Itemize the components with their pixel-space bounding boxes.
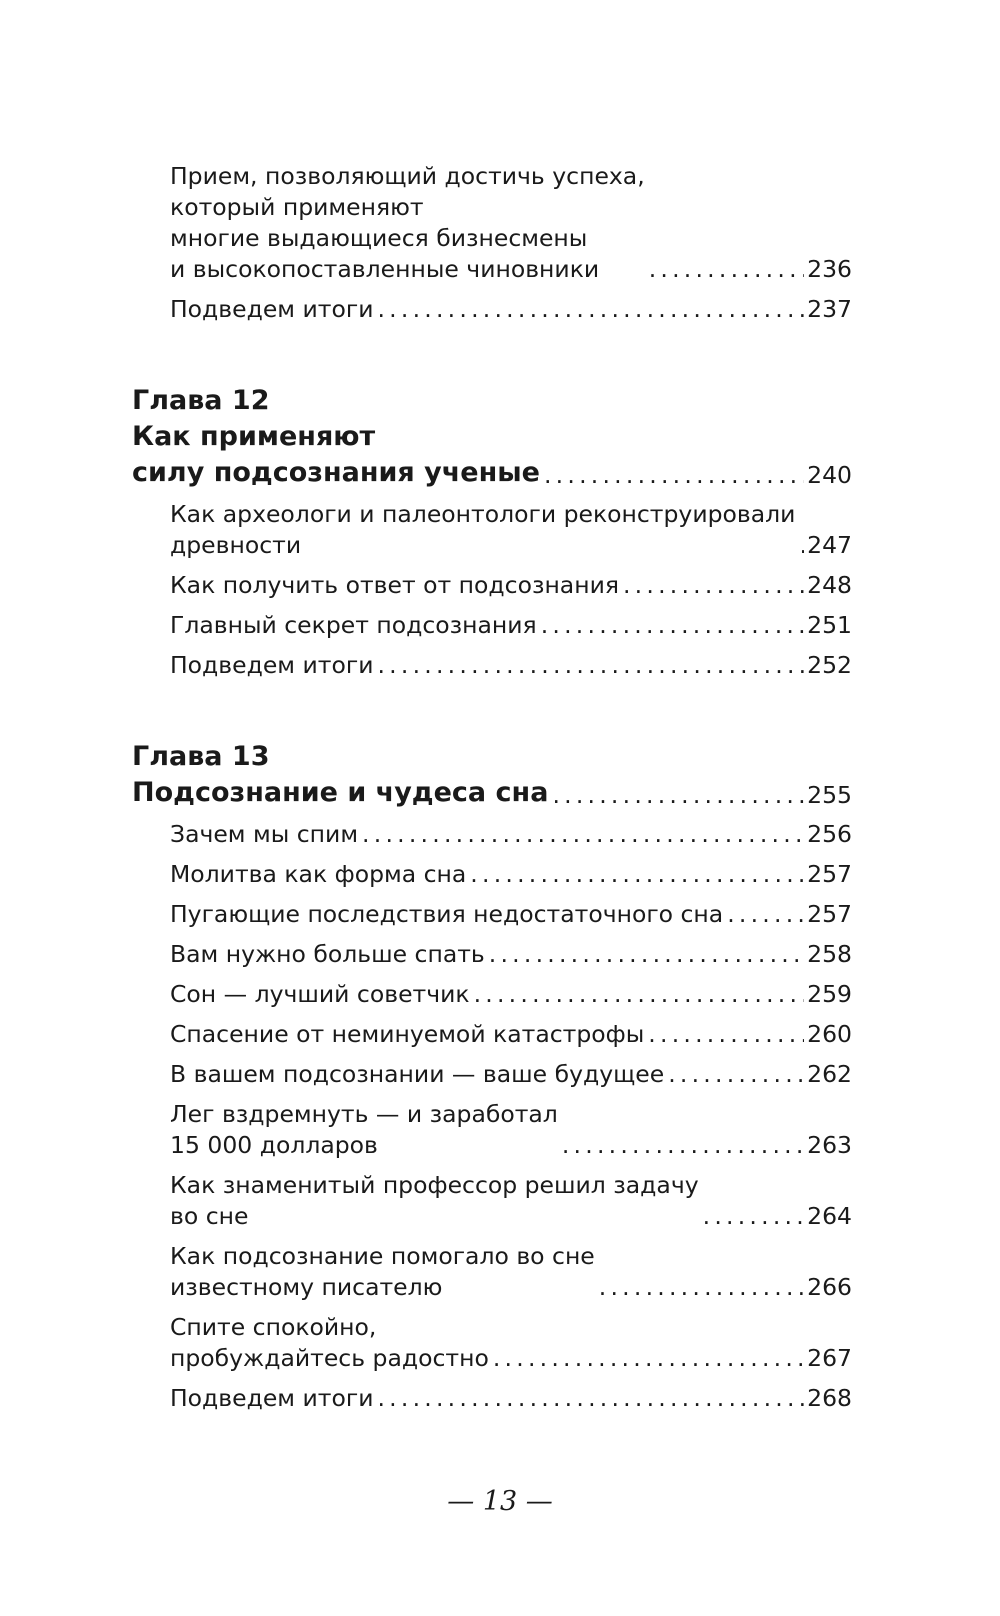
leader-dots <box>668 1059 804 1090</box>
leader-dots <box>799 530 804 561</box>
leader-dots <box>377 650 804 681</box>
leader-dots <box>541 610 804 641</box>
chapter-13-heading <box>132 739 852 811</box>
entry-page-number: 257 <box>807 860 852 888</box>
leader-dots <box>727 899 804 930</box>
entry-page-number: 248 <box>807 571 852 599</box>
chapter-label: Глава 12 <box>132 385 270 416</box>
leader-dots <box>599 1272 804 1303</box>
leader-dots <box>470 859 804 890</box>
entry-title: Сон — лучший советчик <box>170 980 470 1008</box>
entry-title: Молитва как форма сна <box>170 860 467 888</box>
entry-title: В вашем подсознании — ваше будущее <box>170 1060 665 1088</box>
leader-dots <box>544 460 804 491</box>
leader-dots <box>474 979 805 1010</box>
leader-dots <box>489 939 804 970</box>
table-of-contents <box>132 161 852 1423</box>
entry-title: Как получить ответ от подсознания <box>170 571 619 599</box>
chapter-label: Глава 13 <box>132 741 270 772</box>
leader-dots <box>493 1343 804 1374</box>
leader-dots <box>623 570 804 601</box>
entry-title: Прием, позволяющий достичь успеха, который применяют многие выдающиеся бизнесмены и высокопоставленные чиновники <box>170 162 645 283</box>
entry-title: Подведем итоги <box>170 295 374 323</box>
toc-entry <box>170 1383 852 1414</box>
toc-entry <box>170 899 852 930</box>
entry-page-number: 266 <box>807 1273 852 1301</box>
entry-page-number: 267 <box>807 1344 852 1372</box>
toc-entry <box>170 1059 852 1090</box>
chapter-title: Как применяют силу подсознания ученые <box>132 421 540 488</box>
entry-page-number: 263 <box>807 1131 852 1159</box>
entry-title: Пугающие последствия недостаточного сна <box>170 900 724 928</box>
chapter-page-number: 255 <box>807 781 852 809</box>
toc-entry <box>170 294 852 325</box>
entry-title: Спите спокойно, пробуждайтесь радостно <box>170 1313 489 1372</box>
toc-entry <box>170 1099 852 1161</box>
leader-dots <box>649 254 804 285</box>
chapter-12-heading <box>132 383 852 491</box>
entry-page-number: 251 <box>807 611 852 639</box>
toc-entry <box>170 939 852 970</box>
entry-page-number: 262 <box>807 1060 852 1088</box>
entry-title: Главный секрет подсознания <box>170 611 537 639</box>
entry-title: Подведем итоги <box>170 651 374 679</box>
toc-entry <box>170 499 852 561</box>
entry-title: Вам нужно больше спать <box>170 940 485 968</box>
entry-page-number: 237 <box>807 295 852 323</box>
toc-entry <box>170 161 852 285</box>
chapter-page-number: 240 <box>807 461 852 489</box>
toc-entry <box>170 859 852 890</box>
toc-entry <box>170 650 852 681</box>
leader-dots <box>562 1130 804 1161</box>
toc-entry <box>170 1170 852 1232</box>
toc-entry <box>170 1019 852 1050</box>
entry-title: Как археологи и палеонтологи реконструировали древности <box>170 500 796 559</box>
leader-dots <box>362 819 804 850</box>
entry-page-number: 268 <box>807 1384 852 1412</box>
toc-entry <box>170 570 852 601</box>
toc-entry <box>170 610 852 641</box>
toc-entry <box>170 979 852 1010</box>
entry-page-number: 260 <box>807 1020 852 1048</box>
leader-dots <box>703 1201 805 1232</box>
entry-page-number: 256 <box>807 820 852 848</box>
leader-dots <box>377 1383 804 1414</box>
entry-page-number: 264 <box>807 1202 852 1230</box>
chapter-title: Подсознание и чудеса сна <box>132 777 549 808</box>
entry-page-number: 252 <box>807 651 852 679</box>
page-number-folio: — 13 — <box>447 1486 553 1517</box>
toc-entry <box>170 1312 852 1374</box>
entry-title: Зачем мы спим <box>170 820 359 848</box>
toc-entry <box>170 819 852 850</box>
entry-title: Как знаменитый профессор решил задачу во сне <box>170 1171 699 1230</box>
entry-page-number: 236 <box>807 255 852 283</box>
entry-page-number: 257 <box>807 900 852 928</box>
entry-title: Лег вздремнуть — и заработал 15 000 долларов <box>170 1100 558 1159</box>
leader-dots <box>377 294 804 325</box>
entry-title: Спасение от неминуемой катастрофы <box>170 1020 645 1048</box>
entry-page-number: 247 <box>807 531 852 559</box>
entry-title: Как подсознание помогало во сне известному писателю <box>170 1242 595 1301</box>
entry-page-number: 259 <box>807 980 852 1008</box>
entry-title: Подведем итоги <box>170 1384 374 1412</box>
toc-entry <box>170 1241 852 1303</box>
leader-dots <box>648 1019 804 1050</box>
leader-dots <box>552 780 804 811</box>
entry-page-number: 258 <box>807 940 852 968</box>
